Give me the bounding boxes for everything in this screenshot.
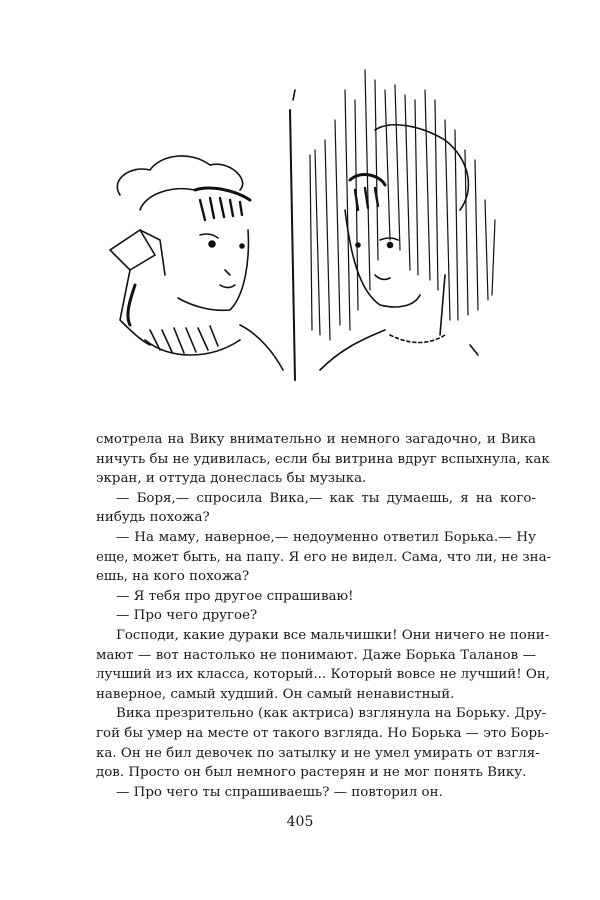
- text-line: Господи, какие дураки все мальчишки! Они ничего не пони-: [116, 627, 550, 643]
- text-line: нибудь похожа?: [96, 510, 210, 526]
- text-line: ка. Он не бил девочек по затылку и не умел умирать от взгля-: [96, 745, 540, 761]
- text-line: экран, и оттуда донеслась бы музыка.: [96, 471, 367, 487]
- text-line: лучший из их класса, который... Который вовсе не лучший! Он,: [96, 667, 551, 683]
- text-line: — Про чего другое?: [116, 608, 258, 624]
- text-line: мают — вот настолько не понимают. Даже Борька Таланов —: [96, 647, 536, 663]
- text-line: Вика презрительно (как актриса) взглянула на Борьку. Дру-: [116, 706, 547, 722]
- illustration-girl-and-reflection: [100, 60, 500, 400]
- text-line: ничуть бы не удивилась, если бы витрина вдруг вспыхнула, как: [96, 451, 550, 467]
- girl-sketch-icon: [110, 156, 283, 370]
- page-number: 405: [286, 814, 314, 830]
- text-line: — Про чего ты спрашиваешь? — повторил он.: [116, 784, 443, 800]
- reflection-sketch-icon: [320, 125, 478, 370]
- text-line: ешь, на кого похожа?: [96, 569, 250, 585]
- body-text: [96, 430, 552, 802]
- window-hatching-icon: [310, 70, 495, 340]
- text-line: смотрела на Вику внимательно и немного загадочно, и Вика: [96, 432, 536, 447]
- text-line: — На маму, наверное,— недоуменно ответил Борька.— Ну: [116, 529, 536, 545]
- text-line: наверное, самый худший. Он самый ненавистный.: [96, 686, 455, 702]
- text-line: — Я тебя про другое спрашиваю!: [116, 588, 354, 604]
- text-line: — Боря,— спросила Вика,— как ты думаешь, я на кого-: [116, 490, 536, 506]
- text-line: гой бы умер на месте от такого взгляда. Но Борька — это Борь-: [96, 725, 549, 741]
- text-line: дов. Просто он был немного растерян и не мог понять Вику.: [96, 765, 527, 781]
- text-line: еще, может быть, на папу. Я его не видел. Сама, что ли, не зна-: [96, 549, 552, 565]
